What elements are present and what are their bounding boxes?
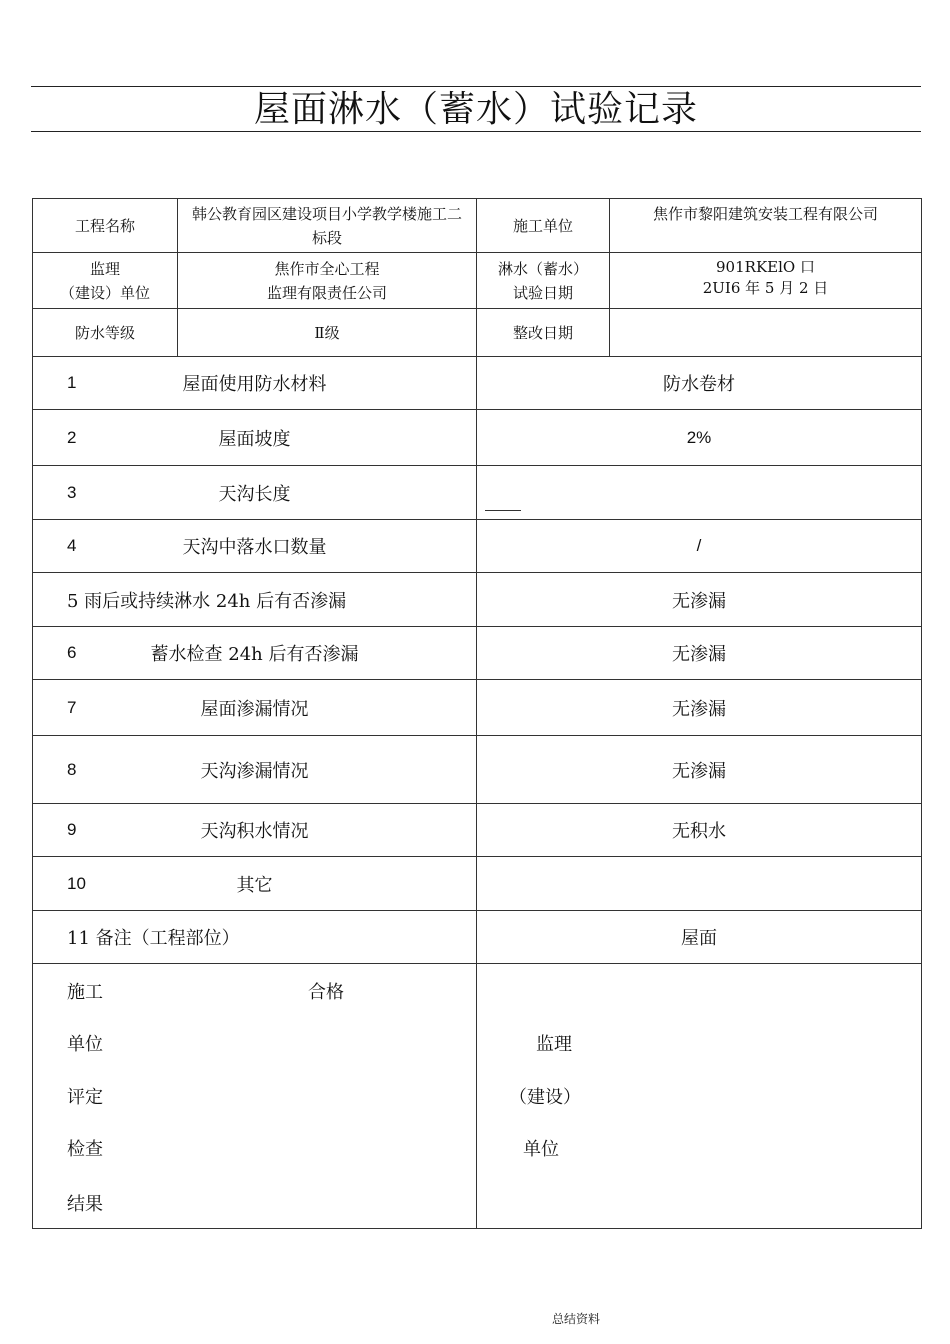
supervisor-line-1: 监理 [536, 1034, 572, 1055]
title-rule-bottom [31, 131, 921, 132]
item-row-4 [33, 520, 922, 573]
item-row-9 [33, 804, 922, 857]
supervisor-label-line-2: （建设）单位 [59, 283, 150, 302]
item-6-label: 蓄水检查 24h 后有否渗漏 [150, 644, 359, 665]
item-9-label: 天沟积水情况 [200, 821, 309, 842]
contractor-value: 焦作市黎阳建筑安装工程有限公司 [610, 199, 922, 253]
item-6-cell [33, 627, 477, 680]
grade-label: 防水等级 [33, 309, 178, 357]
item-2-value: 2% [477, 410, 922, 466]
item-1-number: 1 [67, 373, 77, 392]
test-date-value [610, 253, 922, 309]
header-row-supervisor [33, 253, 922, 309]
item-9-cell [33, 804, 477, 857]
item-row-8 [33, 736, 922, 804]
item-row-6 [33, 627, 922, 680]
test-date-label-line-2: 试验日期 [512, 283, 573, 302]
item-1-label: 屋面使用防水材料 [182, 374, 327, 395]
item-11-label: 11 备注（工程部位） [33, 911, 477, 964]
item-2-number: 2 [67, 427, 77, 447]
item-1-value: 防水卷材 [477, 357, 922, 410]
project-name-value: 韩公教育园区建设项目小学教学楼施工二标段 [178, 199, 477, 253]
item-row-10 [33, 857, 922, 911]
contractor-line-1: 施工 [67, 982, 103, 1003]
item-2-cell [33, 410, 477, 466]
item-3-label: 天沟长度 [218, 483, 291, 505]
test-date-label [477, 253, 610, 309]
item-10-value [477, 857, 922, 911]
item-row-7 [33, 680, 922, 736]
test-date-value-line-2: 2UI6 年 5 月 2 日 [702, 279, 829, 297]
item-row-11 [33, 911, 922, 964]
record-table [32, 198, 922, 1229]
contractor-label: 施工单位 [477, 199, 610, 253]
header-row-project [33, 199, 922, 253]
supervisor-label [33, 253, 178, 309]
supervisor-line-2: （建设） [509, 1087, 581, 1108]
item-10-label: 其它 [236, 874, 273, 896]
item-10-number: 10 [67, 873, 86, 893]
supervisor-line-3: 单位 [523, 1139, 559, 1160]
item-9-value: 无积水 [477, 804, 922, 857]
item-1-cell [33, 357, 477, 410]
item-2-label: 屋面坡度 [218, 428, 291, 450]
item-8-cell [33, 736, 477, 804]
contractor-line-5: 结果 [67, 1194, 103, 1215]
rectify-date-value [610, 309, 922, 357]
item-5-value: 无渗漏 [477, 573, 922, 627]
item-7-number: 7 [67, 697, 77, 717]
signoff-row [33, 964, 922, 1229]
header-row-grade [33, 309, 922, 357]
contractor-line-4: 检查 [67, 1139, 103, 1160]
item-9-number: 9 [67, 820, 77, 839]
supervisor-value-line-2: 监理有限责任公司 [266, 283, 387, 302]
supervisor-label-line-1: 监理 [89, 259, 120, 278]
item-row-5 [33, 573, 922, 627]
test-date-value-line-1: 901RKElO 口 [716, 258, 815, 276]
supervisor-value [178, 253, 477, 309]
item-6-value: 无渗漏 [477, 627, 922, 680]
grade-value: Ⅱ级 [178, 309, 477, 357]
item-3-number: 3 [67, 482, 77, 502]
item-3-value [477, 466, 922, 520]
item-3-cell [33, 466, 477, 520]
item-row-1 [33, 357, 922, 410]
item-row-2 [33, 410, 922, 466]
rectify-date-label: 整改日期 [477, 309, 610, 357]
project-name-label: 工程名称 [33, 199, 178, 253]
item-7-value: 无渗漏 [477, 680, 922, 736]
footer-note: 总结资料 [552, 1312, 601, 1326]
item-8-label: 天沟渗漏情况 [200, 760, 309, 782]
item-6-number: 6 [67, 643, 77, 662]
title-rule-top [31, 86, 921, 87]
document-title: 屋面淋水（蓄水）试验记录 [253, 89, 698, 130]
item-11-value: 屋面 [477, 911, 922, 964]
item-8-value: 无渗漏 [477, 736, 922, 804]
item-8-number: 8 [67, 759, 77, 779]
item-7-label: 屋面渗漏情况 [200, 698, 309, 720]
item-10-cell [33, 857, 477, 911]
blank-dash [485, 510, 521, 511]
item-row-3 [33, 466, 922, 520]
contractor-line-2: 单位 [67, 1034, 103, 1055]
item-4-cell [33, 520, 477, 573]
contractor-signoff-cell [33, 964, 477, 1229]
contractor-line-3: 评定 [67, 1087, 103, 1108]
supervisor-signoff-cell [477, 964, 922, 1229]
supervisor-value-line-1: 焦作市全心工程 [274, 259, 380, 278]
test-date-label-line-1: 淋水（蓄水） [497, 259, 588, 278]
item-4-number: 4 [67, 536, 77, 555]
item-5-label: 5 雨后或持续淋水 24h 后有否渗漏 [33, 573, 477, 627]
item-4-value: / [477, 520, 922, 573]
contractor-result: 合格 [308, 982, 344, 1003]
item-4-label: 天沟中落水口数量 [182, 537, 327, 558]
item-7-cell [33, 680, 477, 736]
